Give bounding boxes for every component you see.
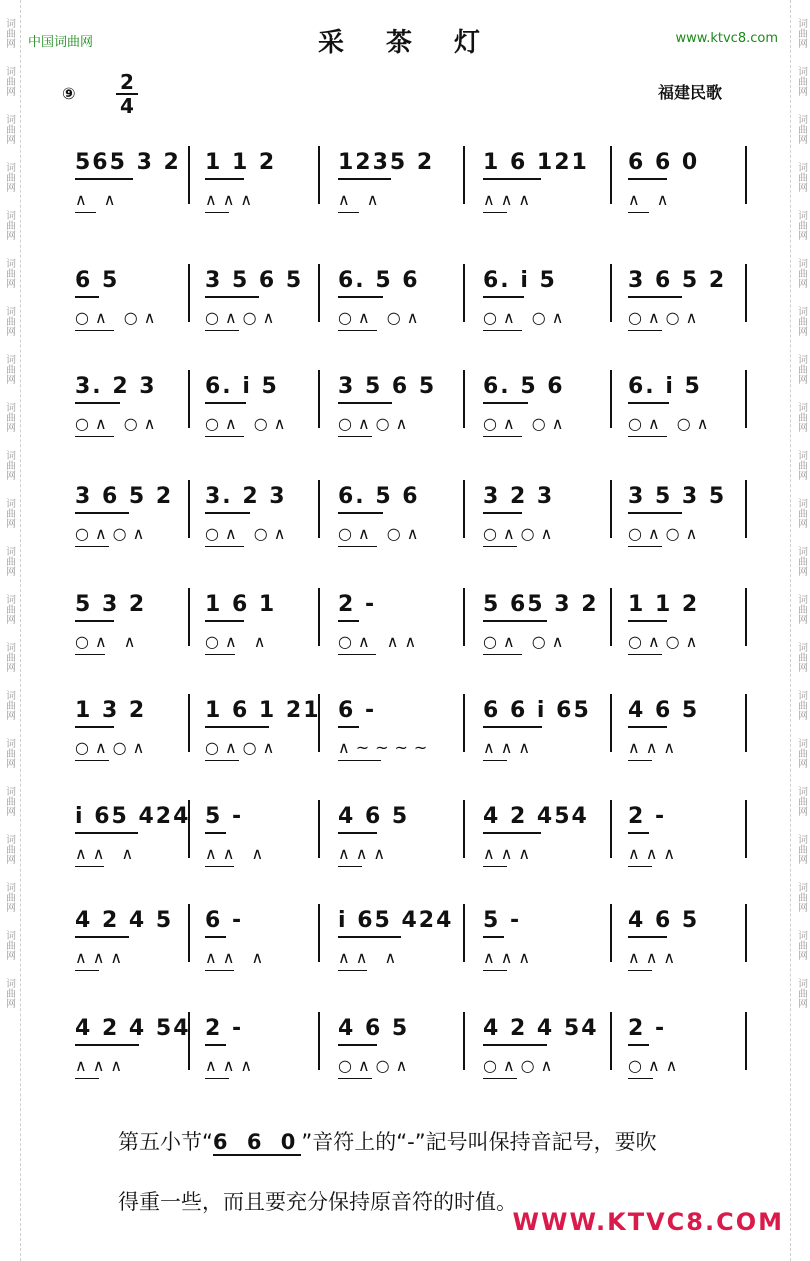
beam-underline [338,512,383,514]
measure-notes: 6 5 [75,268,120,293]
watermark-char: 词曲网 [795,402,807,432]
song-origin: 福建民歌 [657,83,722,102]
measure-notes: 6. 5 6 [483,374,565,399]
breath-underline [205,760,239,761]
beam-underline [483,178,541,180]
breath-underline [483,1078,517,1079]
beam-underline [75,832,138,834]
watermark-char: 词曲网 [3,18,15,48]
score-row [0,698,810,778]
measure-notes: 6 6 0 [628,150,700,175]
beam-underline [75,402,120,404]
bar-line [745,1012,747,1070]
breath-marks: ∧ ∧ [338,190,385,209]
breath-underline [75,330,114,331]
watermark-char: 词曲网 [795,546,807,576]
breath-marks: ○∧○∧ [75,524,151,543]
bar-line [463,146,465,204]
breath-marks: ∧∧∧ [338,844,392,863]
bar-line [610,588,612,646]
beam-underline [483,832,541,834]
breath-marks: ○∧○∧ [205,308,281,327]
breath-underline [628,546,662,547]
breath-underline [483,970,507,971]
bar-line [745,694,747,752]
beam-underline [338,936,401,938]
breath-marks: ○∧ ○∧ [75,414,162,433]
watermark-char: 词曲网 [795,258,807,288]
beam-underline [75,936,129,938]
breath-marks: ○∧ ○∧ [205,524,292,543]
beam-underline [205,832,226,834]
breath-underline [75,970,99,971]
breath-underline [338,212,359,213]
bar-line [463,264,465,322]
watermark-char: 词曲网 [795,66,807,96]
breath-underline [628,970,652,971]
beam-underline [338,620,359,622]
breath-underline [75,654,105,655]
bar-line [188,480,190,538]
measure-notes: 6. i 5 [628,374,702,399]
measure-notes: i 65 424 [75,804,191,829]
bar-line [318,1012,320,1070]
breath-underline [205,970,234,971]
bar-line [318,370,320,428]
breath-marks: ∧∧∧ [75,1056,129,1075]
watermark-char: 词曲网 [3,498,15,528]
watermark-char: 词曲网 [3,114,15,144]
score-row [0,804,810,884]
beam-underline [205,1044,226,1046]
beam-underline [483,726,542,728]
watermark-char: 词曲网 [795,834,807,864]
breath-marks: ○∧ ○∧ [483,414,570,433]
breath-marks: ∧∧∧ [205,190,259,209]
beam-underline [205,178,244,180]
breath-underline [483,436,522,437]
beam-underline [338,832,377,834]
score-row [0,150,810,230]
watermark-char: 词曲网 [795,690,807,720]
note-inline-notation: 6 6 0 [212,1130,302,1154]
breath-marks: ∧∧∧ [75,948,129,967]
bar-line [610,800,612,858]
score-row [0,592,810,672]
breath-marks: ○∧ ∧ [75,632,142,651]
breath-underline [628,330,662,331]
breath-marks: ○∧ ○∧ [483,308,570,327]
breath-underline [75,546,109,547]
breath-marks: ∧∧∧ [483,844,537,863]
watermark-char: 词曲网 [795,642,807,672]
measure-notes: 4 6 5 [338,804,410,829]
measure-notes: 3 2 3 [483,484,555,509]
time-signature-bottom: 4 [120,94,134,118]
measure-notes: 4 6 5 [628,908,700,933]
breath-underline [338,760,381,761]
measure-notes: 6. 5 6 [338,268,420,293]
breath-marks: ∧∧∧ [483,948,537,967]
measure-notes: 1 3 2 [75,698,147,723]
watermark-char: 词曲网 [795,930,807,960]
breath-marks: ∧∧∧ [483,738,537,757]
bar-line [318,264,320,322]
beam-underline [75,178,133,180]
bar-line [188,370,190,428]
breath-underline [338,436,372,437]
breath-marks: ○∧○∧ [75,738,151,757]
measure-notes: 5 65 3 2 [483,592,599,617]
watermark-char: 词曲网 [3,786,15,816]
breath-underline [628,760,652,761]
watermark-char: 词曲网 [795,498,807,528]
site-url-right[interactable]: www.ktvc8.com [675,31,778,46]
beam-underline [75,620,114,622]
breath-underline [628,436,667,437]
watermark-char: 词曲网 [795,978,807,1008]
breath-underline [483,212,507,213]
breath-marks: ○∧ ○∧ [75,308,162,327]
watermark-char: 词曲网 [795,450,807,480]
measure-notes: 1 1 2 [205,150,277,175]
breath-marks: ○∧○∧ [205,738,281,757]
beam-underline [75,726,114,728]
measure-notes: 2 - [628,1016,667,1041]
beam-underline [483,620,547,622]
breath-marks: ∧∧∧ [483,190,537,209]
key-marker: ⑨ [62,84,76,103]
bar-line [188,264,190,322]
beam-underline [338,1044,377,1046]
bar-line [610,264,612,322]
song-title: 采茶灯 [317,28,522,58]
measure-notes: 5 - [205,804,244,829]
breath-underline [483,866,507,867]
breath-marks: ○∧○∧ [628,524,704,543]
measure-notes: 5 3 2 [75,592,147,617]
beam-underline [205,936,226,938]
breath-underline [338,970,367,971]
watermark-char: 词曲网 [3,738,15,768]
measure-notes: 6. 5 6 [338,484,420,509]
watermark-char: 词曲网 [3,546,15,576]
bar-line [745,146,747,204]
note-line-1 [118,1112,778,1172]
beam-underline [483,402,528,404]
measure-notes: 6. i 5 [205,374,279,399]
breath-underline [205,654,235,655]
note-line-1-start: 第五小节“ [118,1130,213,1154]
measure-notes: 4 2 4 54 [75,1016,191,1041]
breath-marks: ○∧ ○∧ [338,524,425,543]
measure-notes: 3 5 6 5 [338,374,437,399]
bar-line [610,370,612,428]
measure-notes: 3 5 3 5 [628,484,727,509]
note-line-2: 得重一些，而且要充分保持原音符的时值。 [118,1190,517,1214]
breath-underline [628,1078,653,1079]
beam-underline [483,936,504,938]
measure-notes: 3 5 6 5 [205,268,304,293]
time-signature [116,72,138,116]
beam-underline [205,620,244,622]
measure-notes: 1 6 121 [483,150,589,175]
beam-underline [75,1044,139,1046]
watermark-char: 词曲网 [795,594,807,624]
breath-marks: ○∧ ○∧ [338,308,425,327]
breath-marks: ○∧○∧ [483,1056,559,1075]
measure-notes: 5 - [483,908,522,933]
beam-underline [205,512,250,514]
note-line-1-end: ”音符上的“-”記号叫保持音記号，要吹 [301,1130,657,1154]
watermark-char: 词曲网 [795,210,807,240]
beam-underline [75,512,129,514]
beam-underline [338,178,391,180]
watermark-char: 词曲网 [795,738,807,768]
breath-underline [483,330,522,331]
measure-notes: 3 6 5 2 [75,484,174,509]
breath-underline [75,1078,99,1079]
breath-marks: ○∧ ○∧ [483,632,570,651]
breath-marks: ○∧ ○∧ [628,414,715,433]
watermark-char: 词曲网 [3,258,15,288]
breath-underline [338,866,362,867]
site-name-left[interactable]: 中国词曲网 [28,35,94,50]
watermark-char: 词曲网 [3,402,15,432]
measure-notes: 4 6 5 [338,1016,410,1041]
breath-underline [205,212,229,213]
bar-line [610,480,612,538]
bar-line [188,146,190,204]
watermark-char: 词曲网 [3,882,15,912]
breath-marks: ○∧○∧ [338,414,414,433]
bar-line [318,146,320,204]
bar-line [463,800,465,858]
watermark-char: 词曲网 [3,834,15,864]
watermark-char: 词曲网 [795,162,807,192]
breath-marks: ○∧ ∧ [205,632,272,651]
watermark-char: 词曲网 [3,162,15,192]
measure-notes: 3 6 5 2 [628,268,727,293]
bar-line [745,588,747,646]
breath-marks: ○∧○∧ [628,632,704,651]
score-row [0,1016,810,1096]
breath-underline [75,760,109,761]
beam-underline [628,178,667,180]
beam-underline [628,296,682,298]
beam-underline [628,620,667,622]
measure-notes: 6 - [205,908,244,933]
measure-notes: 2 - [628,804,667,829]
bar-line [463,694,465,752]
bar-line [745,370,747,428]
breath-underline [483,654,522,655]
breath-marks: ∧∧ ∧ [205,844,270,863]
bar-line [318,588,320,646]
breath-underline [75,212,96,213]
bar-line [318,800,320,858]
watermark-char: 词曲网 [795,882,807,912]
measure-notes: 6. i 5 [483,268,557,293]
beam-underline [628,402,669,404]
breath-marks: ○∧∧ [628,1056,684,1075]
watermark-char: 词曲网 [3,306,15,336]
watermark-char: 词曲网 [795,786,807,816]
breath-underline [628,866,652,867]
beam-underline [628,832,649,834]
beam-underline [205,726,269,728]
breath-underline [75,866,104,867]
beam-underline [628,512,682,514]
breath-marks: ○∧○∧ [628,308,704,327]
beam-underline [338,402,392,404]
beam-underline [75,296,99,298]
watermark-char: 词曲网 [795,18,807,48]
breath-marks: ∧ ∧ [628,190,675,209]
watermark-char: 词曲网 [3,594,15,624]
bar-line [318,904,320,962]
measure-notes: 4 6 5 [628,698,700,723]
measure-notes: 1235 2 [338,150,435,175]
breath-underline [205,436,244,437]
watermark-char: 词曲网 [3,450,15,480]
watermark-char: 词曲网 [3,978,15,1008]
measure-notes: 565 3 2 [75,150,181,175]
breath-underline [628,654,662,655]
breath-marks: ∧∧ ∧ [205,948,270,967]
time-signature-top: 2 [120,70,134,94]
breath-underline [338,330,377,331]
breath-underline [205,1078,229,1079]
measure-notes: 3. 2 3 [75,374,157,399]
watermark-char: 词曲网 [3,66,15,96]
bar-line [745,904,747,962]
measure-notes: 4 2 454 [483,804,589,829]
measure-notes: 6 - [338,698,377,723]
breath-marks: ∧~~~~ [338,738,434,757]
measure-notes: 6 6 i 65 [483,698,591,723]
bar-line [745,480,747,538]
breath-marks: ∧∧ ∧ [75,844,140,863]
breath-underline [338,546,377,547]
watermark-char: 词曲网 [3,930,15,960]
breath-marks: ∧∧∧ [628,738,682,757]
bar-line [745,800,747,858]
bar-line [745,264,747,322]
bar-line [463,588,465,646]
breath-marks: ○∧ ∧∧ [338,632,423,651]
breath-underline [205,330,239,331]
breath-marks: ∧∧∧ [628,948,682,967]
breath-marks: ∧∧∧ [628,844,682,863]
breath-underline [483,546,517,547]
bar-line [610,904,612,962]
breath-underline [338,1078,372,1079]
breath-marks: ∧∧ ∧ [338,948,403,967]
measure-notes: 1 1 2 [628,592,700,617]
bar-line [188,694,190,752]
bar-line [188,588,190,646]
breath-underline [483,760,507,761]
bar-line [610,694,612,752]
bar-line [610,1012,612,1070]
beam-underline [338,726,359,728]
measure-notes: 4 2 4 5 [75,908,174,933]
measure-notes: 1 6 1 [205,592,277,617]
watermark-char: 词曲网 [3,642,15,672]
measure-notes: 4 2 4 54 [483,1016,599,1041]
breath-marks: ∧∧∧ [205,1056,259,1075]
beam-underline [483,296,524,298]
watermark-char: 词曲网 [795,114,807,144]
watermark-char: 词曲网 [795,306,807,336]
bar-line [188,904,190,962]
score-row [0,908,810,988]
measure-notes: 2 - [205,1016,244,1041]
breath-underline [338,654,376,655]
watermark-char: 词曲网 [3,210,15,240]
measure-notes: 2 - [338,592,377,617]
watermark-char: 词曲网 [795,354,807,384]
measure-notes: 1 6 1 21 [205,698,321,723]
breath-underline [628,212,649,213]
beam-underline [628,1044,649,1046]
bar-line [318,480,320,538]
footer-url[interactable]: WWW.KTVC8.COM [512,1208,784,1236]
beam-underline [338,296,383,298]
beam-underline [205,296,259,298]
bar-line [463,1012,465,1070]
bar-line [463,904,465,962]
beam-underline [205,402,246,404]
bar-line [463,480,465,538]
breath-marks: ○∧ ○∧ [205,414,292,433]
beam-underline [628,936,667,938]
bar-line [610,146,612,204]
score-row [0,374,810,454]
bar-line [463,370,465,428]
beam-underline [628,726,667,728]
breath-underline [205,546,244,547]
breath-marks: ○∧○∧ [483,524,559,543]
measure-notes: 3. 2 3 [205,484,287,509]
beam-underline [483,1044,547,1046]
beam-underline [483,512,522,514]
breath-marks: ∧ ∧ [75,190,122,209]
breath-underline [205,866,234,867]
score-row [0,484,810,564]
measure-notes: i 65 424 [338,908,454,933]
breath-marks: ○∧○∧ [338,1056,414,1075]
breath-underline [75,436,114,437]
score-row [0,268,810,348]
watermark-char: 词曲网 [3,690,15,720]
watermark-char: 词曲网 [3,354,15,384]
